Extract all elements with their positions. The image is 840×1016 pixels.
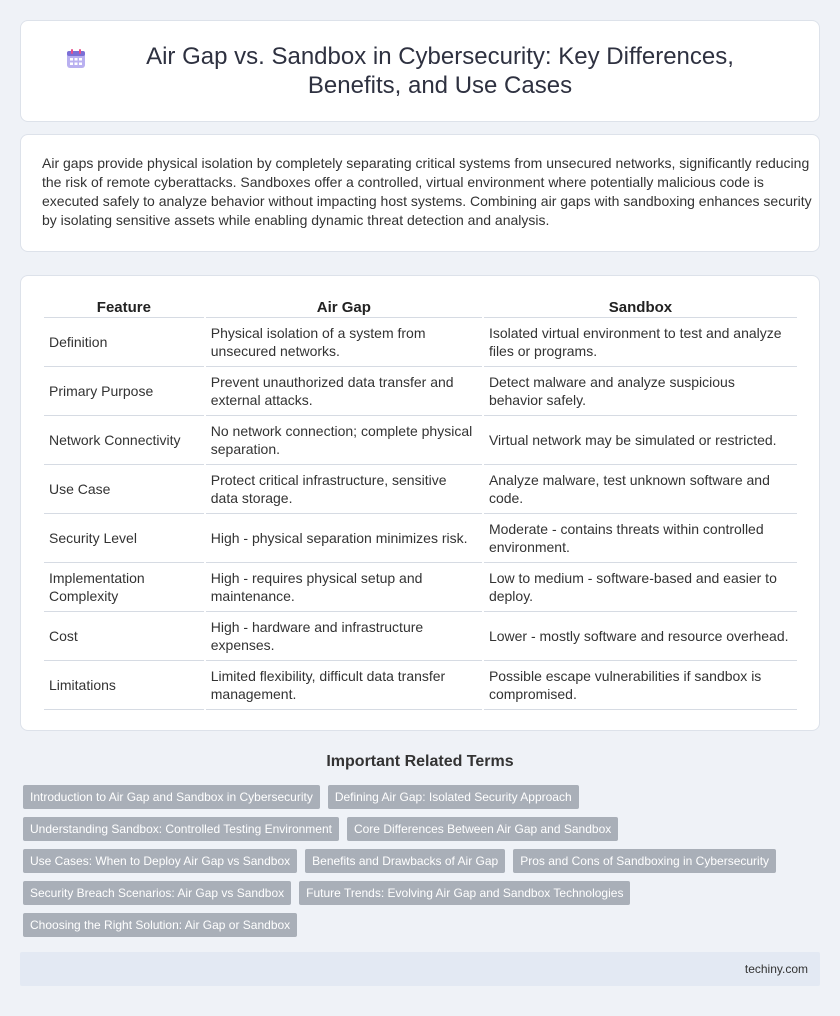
intro-paragraph: Air gaps provide physical isolation by completely separating critical systems from unsecured networks, significantly reducing the risk of remote cyberattacks. Sandboxes offer a controlled, virtual environment where potentially malicious code is executed safely to analyze behavior without impacting host systems. Combining air gaps with sandboxing enhances security by isolating sensitive assets while enabling dynamic threat detection and analysis. — [42, 155, 812, 228]
intro-card — [20, 134, 820, 252]
air-gap-cell: High - physical separation minimizes risk. — [206, 514, 482, 563]
sandbox-cell: Isolated virtual environment to test and analyze files or programs. — [484, 318, 797, 367]
air-gap-cell: High - hardware and infrastructure expenses. — [206, 612, 482, 661]
related-term-tag[interactable]: Security Breach Scenarios: Air Gap vs Sandbox — [23, 881, 291, 905]
table-header-row — [44, 295, 797, 318]
air-gap-cell: Physical isolation of a system from unsecured networks. — [206, 318, 482, 367]
related-term-tag[interactable]: Use Cases: When to Deploy Air Gap vs Sandbox — [23, 849, 297, 873]
footer — [20, 952, 820, 986]
table-row — [44, 612, 797, 661]
sandbox-cell: Lower - mostly software and resource overhead. — [484, 612, 797, 661]
related-term-tag[interactable]: Understanding Sandbox: Controlled Testing Environment — [23, 817, 339, 841]
footer-site-name: techiny.com — [744, 962, 808, 976]
sandbox-cell: Moderate - contains threats within controlled environment. — [484, 514, 797, 563]
header-air-gap: Air Gap — [206, 295, 482, 318]
feature-cell: Cost — [44, 612, 204, 661]
comparison-table — [42, 295, 799, 710]
related-term-tag[interactable]: Pros and Cons of Sandboxing in Cybersecurity — [513, 849, 776, 873]
feature-cell: Security Level — [44, 514, 204, 563]
title-card — [20, 20, 820, 122]
feature-cell: Primary Purpose — [44, 367, 204, 416]
table-row — [44, 367, 797, 416]
table-row — [44, 563, 797, 612]
sandbox-cell: Low to medium - software-based and easier to deploy. — [484, 563, 797, 612]
table-row — [44, 318, 797, 367]
related-term-tag[interactable]: Introduction to Air Gap and Sandbox in Cybersecurity — [23, 785, 320, 809]
related-term-tag[interactable]: Core Differences Between Air Gap and Sandbox — [347, 817, 618, 841]
sandbox-cell: Possible escape vulnerabilities if sandbox is compromised. — [484, 661, 797, 710]
related-term-tag[interactable]: Future Trends: Evolving Air Gap and Sandbox Technologies — [299, 881, 630, 905]
feature-cell: Definition — [44, 318, 204, 367]
header-feature: Feature — [44, 295, 204, 318]
sandbox-cell: Detect malware and analyze suspicious behavior safely. — [484, 367, 797, 416]
feature-cell: Network Connectivity — [44, 416, 204, 465]
feature-cell: Use Case — [44, 465, 204, 514]
comparison-card — [20, 275, 820, 731]
feature-cell: Implementation Complexity — [44, 563, 204, 612]
air-gap-cell: No network connection; complete physical separation. — [206, 416, 482, 465]
air-gap-cell: Prevent unauthorized data transfer and external attacks. — [206, 367, 482, 416]
sandbox-cell: Virtual network may be simulated or restricted. — [484, 416, 797, 465]
header-sandbox: Sandbox — [484, 295, 797, 318]
sandbox-cell: Analyze malware, test unknown software and code. — [484, 465, 797, 514]
related-term-tag[interactable]: Benefits and Drawbacks of Air Gap — [305, 849, 505, 873]
related-term-tag[interactable]: Defining Air Gap: Isolated Security Approach — [328, 785, 579, 809]
air-gap-cell: Protect critical infrastructure, sensitive data storage. — [206, 465, 482, 514]
table-row — [44, 514, 797, 563]
table-row — [44, 416, 797, 465]
feature-cell: Limitations — [44, 661, 204, 710]
table-row — [44, 465, 797, 514]
related-term-tag[interactable]: Choosing the Right Solution: Air Gap or Sandbox — [23, 913, 297, 937]
related-terms-list — [23, 785, 813, 937]
page-title: Air Gap vs. Sandbox in Cybersecurity: Key Differences, Benefits, and Use Cases — [146, 43, 734, 99]
air-gap-cell: High - requires physical setup and maintenance. — [206, 563, 482, 612]
table-row — [44, 661, 797, 710]
air-gap-cell: Limited flexibility, difficult data transfer management. — [206, 661, 482, 710]
related-terms-title: Important Related Terms — [326, 753, 514, 770]
